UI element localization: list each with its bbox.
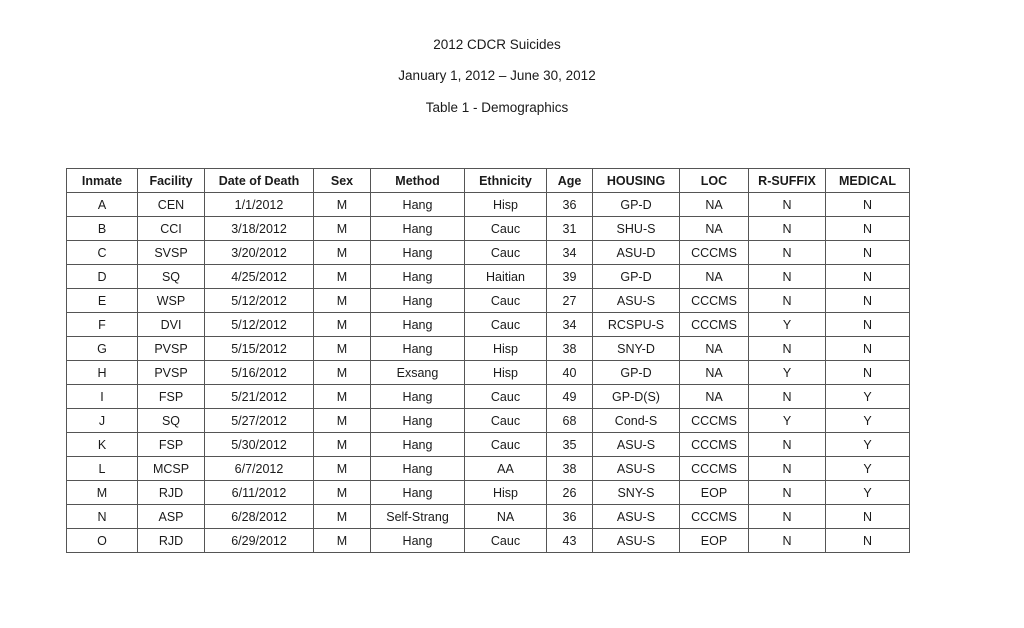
cell-loc: CCCMS [680, 241, 749, 265]
cell-ethnicity: Cauc [465, 289, 547, 313]
cell-housing: GP-D [593, 193, 680, 217]
cell-sex: M [314, 313, 371, 337]
cell-inmate: M [67, 481, 138, 505]
cell-age: 36 [547, 193, 593, 217]
cell-medical: N [826, 361, 910, 385]
cell-housing: SHU-S [593, 217, 680, 241]
table-row [67, 361, 910, 385]
cell-method: Hang [371, 241, 465, 265]
table-row [67, 457, 910, 481]
cell-medical: N [826, 505, 910, 529]
table-row [67, 217, 910, 241]
cell-date-of-death: 6/7/2012 [205, 457, 314, 481]
table-row [67, 337, 910, 361]
column-header-date-of-death: Date of Death [205, 169, 314, 193]
cell-sex: M [314, 433, 371, 457]
cell-housing: RCSPU-S [593, 313, 680, 337]
cell-loc: NA [680, 193, 749, 217]
cell-age: 68 [547, 409, 593, 433]
cell-housing: SNY-D [593, 337, 680, 361]
cell-method: Hang [371, 481, 465, 505]
cell-housing: ASU-S [593, 529, 680, 553]
cell-sex: M [314, 265, 371, 289]
cell-loc: CCCMS [680, 457, 749, 481]
cell-facility: MCSP [138, 457, 205, 481]
table-title: Table 1 - Demographics [425, 100, 569, 115]
cell-inmate: J [67, 409, 138, 433]
cell-loc: NA [680, 361, 749, 385]
cell-age: 49 [547, 385, 593, 409]
column-header-r-suffix: R-SUFFIX [749, 169, 826, 193]
cell-housing: SNY-S [593, 481, 680, 505]
cell-date-of-death: 6/29/2012 [205, 529, 314, 553]
cell-r-suffix: N [749, 289, 826, 313]
cell-ethnicity: NA [465, 505, 547, 529]
cell-facility: SVSP [138, 241, 205, 265]
cell-method: Hang [371, 385, 465, 409]
cell-ethnicity: Haitian [465, 265, 547, 289]
cell-sex: M [314, 217, 371, 241]
cell-date-of-death: 5/12/2012 [205, 313, 314, 337]
cell-facility: FSP [138, 385, 205, 409]
cell-age: 43 [547, 529, 593, 553]
cell-loc: CCCMS [680, 289, 749, 313]
cell-medical: Y [826, 457, 910, 481]
cell-r-suffix: N [749, 529, 826, 553]
cell-facility: DVI [138, 313, 205, 337]
cell-r-suffix: Y [749, 361, 826, 385]
cell-age: 40 [547, 361, 593, 385]
cell-r-suffix: N [749, 217, 826, 241]
cell-date-of-death: 5/27/2012 [205, 409, 314, 433]
cell-inmate: O [67, 529, 138, 553]
cell-r-suffix: N [749, 481, 826, 505]
column-header-housing: HOUSING [593, 169, 680, 193]
cell-r-suffix: N [749, 337, 826, 361]
cell-age: 34 [547, 241, 593, 265]
cell-age: 36 [547, 505, 593, 529]
cell-ethnicity: Hisp [465, 193, 547, 217]
cell-method: Hang [371, 193, 465, 217]
cell-method: Hang [371, 337, 465, 361]
cell-r-suffix: N [749, 433, 826, 457]
cell-age: 39 [547, 265, 593, 289]
cell-facility: RJD [138, 529, 205, 553]
cell-age: 38 [547, 337, 593, 361]
cell-medical: N [826, 265, 910, 289]
cell-date-of-death: 3/20/2012 [205, 241, 314, 265]
column-header-inmate: Inmate [67, 169, 138, 193]
cell-date-of-death: 3/18/2012 [205, 217, 314, 241]
cell-housing: GP-D(S) [593, 385, 680, 409]
cell-medical: Y [826, 481, 910, 505]
cell-facility: RJD [138, 481, 205, 505]
cell-date-of-death: 5/21/2012 [205, 385, 314, 409]
cell-ethnicity: Cauc [465, 433, 547, 457]
cell-date-of-death: 4/25/2012 [205, 265, 314, 289]
demographics-table [66, 168, 910, 553]
cell-medical: N [826, 313, 910, 337]
cell-inmate: B [67, 217, 138, 241]
cell-inmate: D [67, 265, 138, 289]
cell-ethnicity: Hisp [465, 361, 547, 385]
cell-date-of-death: 5/12/2012 [205, 289, 314, 313]
cell-r-suffix: N [749, 385, 826, 409]
cell-inmate: A [67, 193, 138, 217]
cell-loc: NA [680, 385, 749, 409]
cell-housing: GP-D [593, 361, 680, 385]
cell-method: Hang [371, 529, 465, 553]
cell-ethnicity: AA [465, 457, 547, 481]
table-row [67, 313, 910, 337]
cell-facility: CCI [138, 217, 205, 241]
cell-r-suffix: N [749, 457, 826, 481]
cell-method: Hang [371, 289, 465, 313]
cell-age: 26 [547, 481, 593, 505]
cell-inmate: N [67, 505, 138, 529]
table-row [67, 265, 910, 289]
cell-facility: PVSP [138, 337, 205, 361]
cell-inmate: L [67, 457, 138, 481]
cell-housing: ASU-D [593, 241, 680, 265]
cell-loc: EOP [680, 529, 749, 553]
cell-sex: M [314, 505, 371, 529]
column-header-facility: Facility [138, 169, 205, 193]
cell-r-suffix: N [749, 193, 826, 217]
cell-method: Hang [371, 409, 465, 433]
cell-r-suffix: Y [749, 313, 826, 337]
cell-loc: NA [680, 265, 749, 289]
cell-housing: ASU-S [593, 505, 680, 529]
cell-sex: M [314, 337, 371, 361]
cell-sex: M [314, 361, 371, 385]
cell-sex: M [314, 385, 371, 409]
column-header-age: Age [547, 169, 593, 193]
cell-r-suffix: Y [749, 409, 826, 433]
cell-facility: PVSP [138, 361, 205, 385]
cell-medical: N [826, 241, 910, 265]
table-row [67, 481, 910, 505]
cell-loc: CCCMS [680, 313, 749, 337]
cell-age: 38 [547, 457, 593, 481]
cell-ethnicity: Cauc [465, 409, 547, 433]
cell-r-suffix: N [749, 241, 826, 265]
cell-medical: N [826, 289, 910, 313]
cell-facility: WSP [138, 289, 205, 313]
cell-sex: M [314, 457, 371, 481]
cell-ethnicity: Hisp [465, 481, 547, 505]
cell-ethnicity: Cauc [465, 385, 547, 409]
cell-method: Hang [371, 457, 465, 481]
cell-inmate: C [67, 241, 138, 265]
cell-age: 34 [547, 313, 593, 337]
cell-housing: GP-D [593, 265, 680, 289]
cell-method: Hang [371, 433, 465, 457]
cell-date-of-death: 5/15/2012 [205, 337, 314, 361]
cell-facility: CEN [138, 193, 205, 217]
cell-facility: FSP [138, 433, 205, 457]
cell-date-of-death: 5/30/2012 [205, 433, 314, 457]
cell-method: Hang [371, 313, 465, 337]
cell-sex: M [314, 529, 371, 553]
cell-inmate: I [67, 385, 138, 409]
table-row [67, 505, 910, 529]
table-row [67, 385, 910, 409]
cell-sex: M [314, 241, 371, 265]
cell-r-suffix: N [749, 505, 826, 529]
cell-medical: N [826, 529, 910, 553]
cell-medical: Y [826, 385, 910, 409]
cell-housing: Cond-S [593, 409, 680, 433]
cell-age: 27 [547, 289, 593, 313]
column-header-medical: MEDICAL [826, 169, 910, 193]
cell-date-of-death: 6/11/2012 [205, 481, 314, 505]
cell-facility: SQ [138, 409, 205, 433]
column-header-ethnicity: Ethnicity [465, 169, 547, 193]
cell-inmate: G [67, 337, 138, 361]
cell-date-of-death: 5/16/2012 [205, 361, 314, 385]
cell-medical: N [826, 337, 910, 361]
cell-method: Self-Strang [371, 505, 465, 529]
cell-medical: Y [826, 433, 910, 457]
cell-loc: CCCMS [680, 433, 749, 457]
cell-sex: M [314, 409, 371, 433]
date-range: January 1, 2012 – June 30, 2012 [398, 68, 596, 83]
cell-loc: NA [680, 337, 749, 361]
cell-medical: N [826, 217, 910, 241]
cell-method: Hang [371, 265, 465, 289]
cell-ethnicity: Cauc [465, 529, 547, 553]
cell-r-suffix: N [749, 265, 826, 289]
cell-medical: N [826, 193, 910, 217]
table-row [67, 289, 910, 313]
table-row [67, 529, 910, 553]
cell-method: Hang [371, 217, 465, 241]
cell-inmate: H [67, 361, 138, 385]
cell-inmate: F [67, 313, 138, 337]
cell-inmate: K [67, 433, 138, 457]
cell-ethnicity: Hisp [465, 337, 547, 361]
table-header-row [67, 169, 910, 193]
cell-loc: CCCMS [680, 409, 749, 433]
cell-loc: EOP [680, 481, 749, 505]
cell-method: Exsang [371, 361, 465, 385]
column-header-method: Method [371, 169, 465, 193]
cell-sex: M [314, 193, 371, 217]
cell-sex: M [314, 481, 371, 505]
column-header-sex: Sex [314, 169, 371, 193]
cell-housing: ASU-S [593, 433, 680, 457]
cell-ethnicity: Cauc [465, 313, 547, 337]
cell-date-of-death: 6/28/2012 [205, 505, 314, 529]
cell-age: 35 [547, 433, 593, 457]
cell-medical: Y [826, 409, 910, 433]
cell-housing: ASU-S [593, 289, 680, 313]
document-title: 2012 CDCR Suicides [433, 37, 561, 52]
table-row [67, 409, 910, 433]
cell-date-of-death: 1/1/2012 [205, 193, 314, 217]
table-row [67, 193, 910, 217]
cell-sex: M [314, 289, 371, 313]
cell-ethnicity: Cauc [465, 241, 547, 265]
cell-facility: ASP [138, 505, 205, 529]
cell-age: 31 [547, 217, 593, 241]
cell-facility: SQ [138, 265, 205, 289]
table-row [67, 241, 910, 265]
cell-inmate: E [67, 289, 138, 313]
cell-housing: ASU-S [593, 457, 680, 481]
cell-loc: NA [680, 217, 749, 241]
cell-loc: CCCMS [680, 505, 749, 529]
cell-ethnicity: Cauc [465, 217, 547, 241]
table-row [67, 433, 910, 457]
column-header-loc: LOC [680, 169, 749, 193]
